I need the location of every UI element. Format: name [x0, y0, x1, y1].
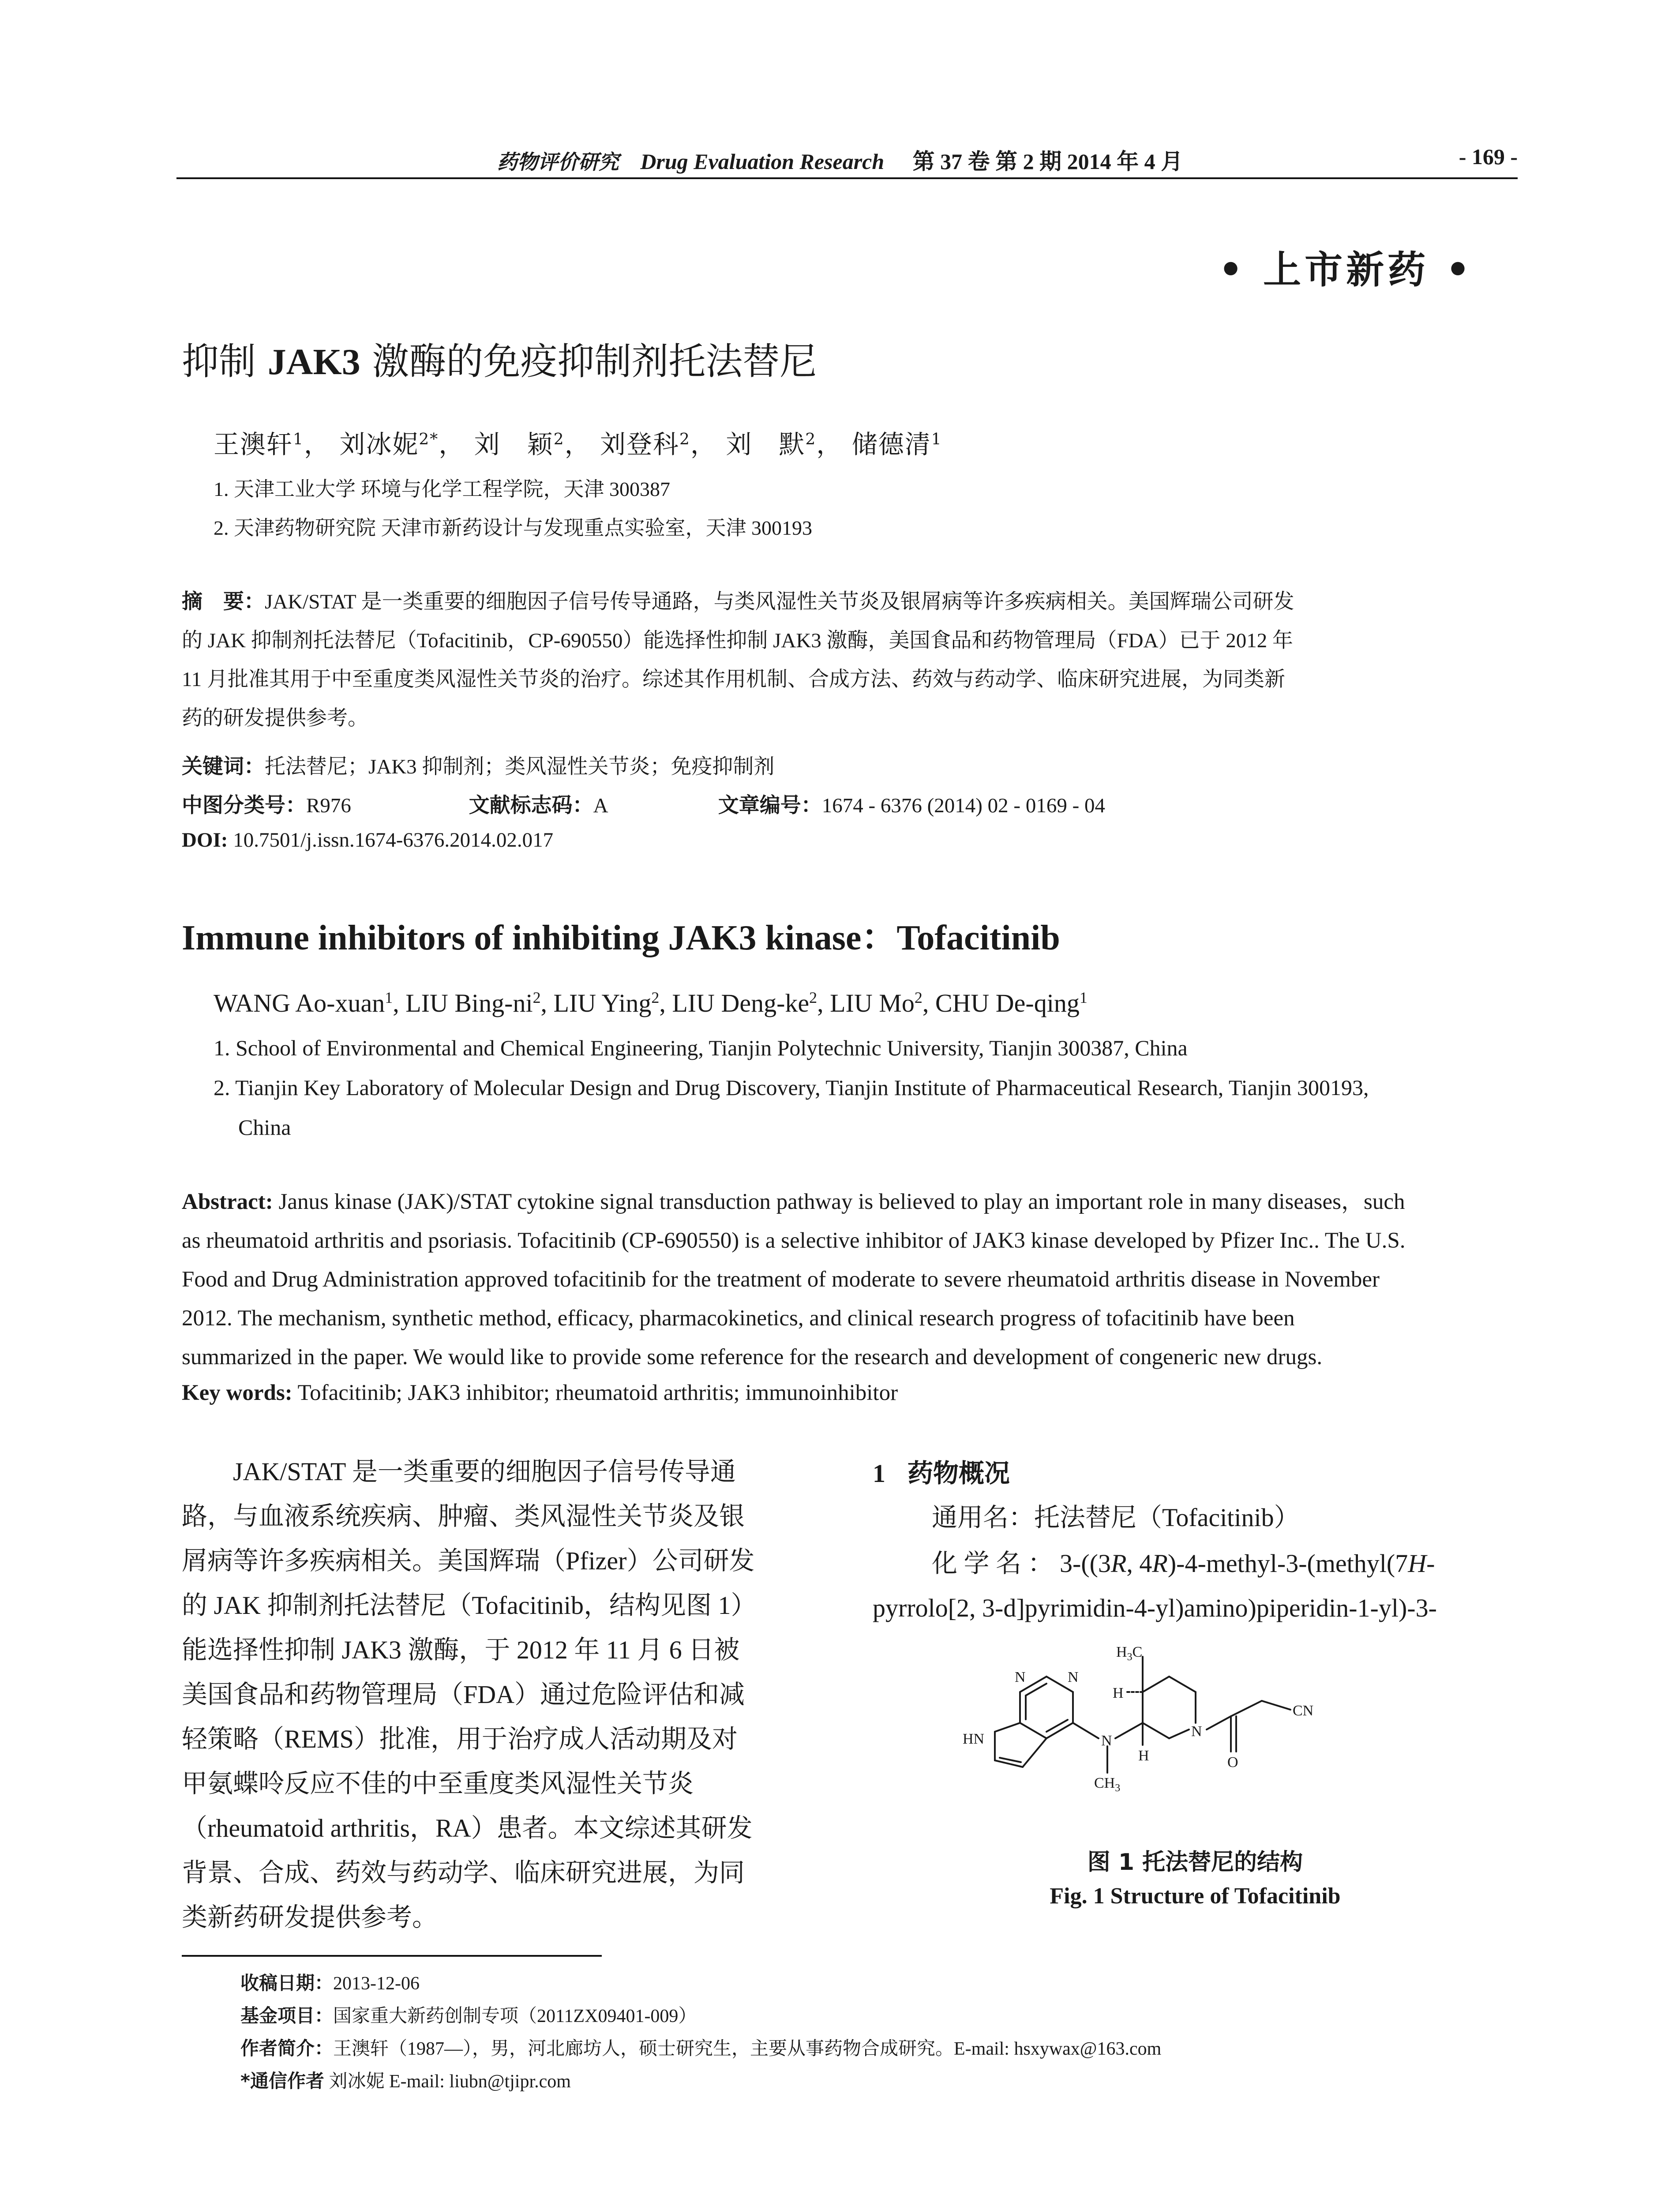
figure-caption-en: Fig. 1 Structure of Tofacitinib [1050, 1883, 1341, 1909]
author-en: LIU Deng-$ke^2$, [672, 989, 830, 1017]
footnote-rule [182, 1955, 602, 1957]
atom-label: N [1068, 1669, 1079, 1685]
author-cn: 王澳轩$^1$， [214, 429, 330, 459]
bond [1262, 1701, 1290, 1710]
footnote-author-bio: 作者简介：王澳轩（1987—），男，河北廊坊人，硕士研究生，主要从事药物合成研究。E-mail: hsxywax@163.com [240, 2037, 1162, 2059]
bond [995, 1723, 1020, 1732]
generic-name: 通用名：托法替尼（Tofacitinib） [932, 1503, 1300, 1532]
affiliation-cn-2: 2. 天津药物研究院 天津市新药设计与发现重点实验室，天津 300193 [214, 517, 812, 539]
bond [1207, 1716, 1231, 1730]
header-rule [176, 177, 1518, 179]
author-cn: 储德清$^1$ [851, 429, 942, 459]
author-en: CHU De-qing$^1$ [935, 989, 1088, 1017]
title-en: Immune inhibitors of inhibiting JAK3 kinase：Tofacitinib [182, 919, 1060, 957]
atom-label: O [1227, 1754, 1238, 1771]
issue-info: 第 37 卷 第 2 期 2014 年 4 月 [912, 149, 1183, 174]
figure-caption-cn: 图 1 托法替尼的结构 [1087, 1849, 1303, 1876]
author-en: LIU Ying$^2$, [553, 989, 672, 1017]
page-number: - 169 - [1459, 144, 1518, 169]
bond [1020, 1723, 1046, 1738]
journal-name-cn: 药物评价研究 [497, 150, 619, 174]
author-en: WANG Ao-xuan$^1$, [214, 989, 406, 1017]
author-list-cn [214, 424, 942, 461]
atom-label: $H_3C$ [1116, 1644, 1143, 1663]
atom-label: N [1101, 1733, 1112, 1749]
author-en: LIU Mo$^2$, [830, 989, 935, 1017]
affiliation-en-2: 2. Tianjin Key Laboratory of Molecular Design and Drug Discovery, Tianjin Institute of Pharmaceutical Research, Tianjin 300193, [214, 1075, 1369, 1100]
bond [1169, 1677, 1196, 1692]
title-cn: 抑制 JAK3 激酶的免疫抑制剂托法替尼 [182, 340, 817, 383]
abstract-cn: 摘 要：JAK/STAT 是一类重要的细胞因子信号传导通路，与类风湿性关节炎及银屑病等许多疾病相关。美国辉瑞公司研发 的 JAK 抑制剂托法替尼（Tofacitinib，CP-690550）能选择性抑制 JAK3 激酶，美国食品和药物管理局（FDA）已于 2012 年 11 月批准其用于中至重度类风湿性关节炎的治疗。综述其作用机制、合成方法、药效与药动学、临床研究进展，为同类新 药的研发提供参考。 [182, 589, 1294, 730]
chemical-name: 化 学 名 ： 3-((3R, 4R)-4-methyl-3-(methyl(7H- pyrrolo[2, 3-d]pyrimidin-4-yl)amino)piperidin-1-yl)-3- [873, 1549, 1437, 1622]
footnote-correspondence: *通信作者 刘冰妮 E-mail: liubn@tjipr.com [240, 2070, 571, 2092]
author-cn: 刘 颖$^2$， [474, 429, 591, 459]
atom-label: $CH_3$ [1094, 1775, 1121, 1794]
atom-label: N [1015, 1669, 1026, 1685]
abstract-en: Abstract: Janus kinase (JAK)/STAT cytokine signal transduction pathway is believed to play an important role in many diseases，such as rheumatoid arthritis and psoriasis. Tofacitinib (CP-690550) is a selective inhibitor of JAK3 kinase developed by Pfizer Inc.. The U.S. Food and Drug Administration approved tofacitinib for the treatment of moderate to severe rheumatoid arthritis disease in November 2012. The mechanism, synthetic method, efficacy, pharmacokinetics, and clinical research progress of tofacitinib have been summarized in the paper. We would like to provide some reference for the research and development of congeneric new drugs. [182, 1189, 1406, 1369]
bond [1046, 1720, 1068, 1732]
atom-label: H [1113, 1685, 1124, 1701]
affiliation-cn-1: 1. 天津工业大学 环境与化学工程学院，天津 300387 [214, 478, 670, 500]
running-header [0, 144, 1680, 176]
bond [1169, 1730, 1189, 1738]
atom-label: CN [1293, 1703, 1314, 1719]
author-en: LIU Bing-$ni^2$, [405, 989, 554, 1017]
author-list-en [214, 988, 1088, 1018]
keywords-en: Key words: Tofacitinib; JAK3 inhibitor; rheumatoid arthritis; immunoinhibitor [182, 1381, 898, 1405]
author-cn: 刘登科$^2$， [600, 429, 717, 459]
column-tag: • 上市新药 • [1219, 248, 1474, 292]
abstract-cn-label: 摘 要： [182, 589, 265, 614]
atom-label: H [1138, 1748, 1149, 1764]
classification-line: 中图分类号：R976 文献标志码：A 文章编号：1674 - 6376 (2014) 02 - 0169 - 04 [182, 793, 1105, 818]
bond [1026, 1684, 1046, 1696]
keywords-cn: 关键词：托法替尼；JAK3 抑制剂；类风湿性关节炎；免疫抑制剂 [182, 754, 775, 779]
bond [1023, 1738, 1046, 1767]
bond [1231, 1701, 1262, 1716]
abstract-en-label: Abstract: [182, 1189, 273, 1214]
intro-paragraph: JAK/STAT 是一类重要的细胞因子信号传导通 路，与血液系统疾病、肿瘤、类风湿性关节炎及银 屑病等许多疾病相关。美国辉瑞（Pfizer）公司研发 的 JAK 抑制剂托法替尼（Tofacitinib，结构见图 1） 能选择性抑制 JAK3 激酶，于 2012 年 11 月 6 日被 美国食品和药物管理局（FDA）通过危险评估和减 轻策略（REMS）批准，用于治疗成人活动期及对 甲氨蝶呤反应不佳的中至重度类风湿性关节炎 （rheumatoid arthritis，RA）患者。本文综述其研发 背景、合成、药效与药动学、临床研究进展，为同 类新药研发提供参考。 [182, 1457, 757, 1932]
author-cn: 刘冰妮$^{2*}$， [339, 429, 465, 459]
author-cn: 刘 默$^2$， [726, 429, 843, 459]
atom-label: HN [963, 1731, 985, 1747]
bond [1143, 1723, 1169, 1738]
affiliation-en-1: 1. School of Environmental and Chemical Engineering, Tianjin Polytechnic University, Tianjin 300387, China [214, 1035, 1188, 1060]
footnote-funding: 基金项目：国家重大新药创制专项（2011ZX09401-009） [240, 2005, 697, 2026]
doi-line: DOI: 10.7501/j.issn.1674-6376.2014.02.017 [182, 829, 554, 852]
bond [1115, 1723, 1143, 1738]
affiliation-en-2-cont: China [238, 1115, 291, 1140]
tofacitinib-structure [949, 1632, 1407, 1835]
bond [1143, 1677, 1169, 1692]
bond [1073, 1723, 1099, 1738]
section-1-heading: 1 药物概况 [873, 1458, 1010, 1488]
journal-name-en: Drug Evaluation Research [640, 149, 885, 174]
footnote-received: 收稿日期：2013-12-06 [240, 1972, 420, 1994]
atom-label: N [1191, 1723, 1202, 1740]
